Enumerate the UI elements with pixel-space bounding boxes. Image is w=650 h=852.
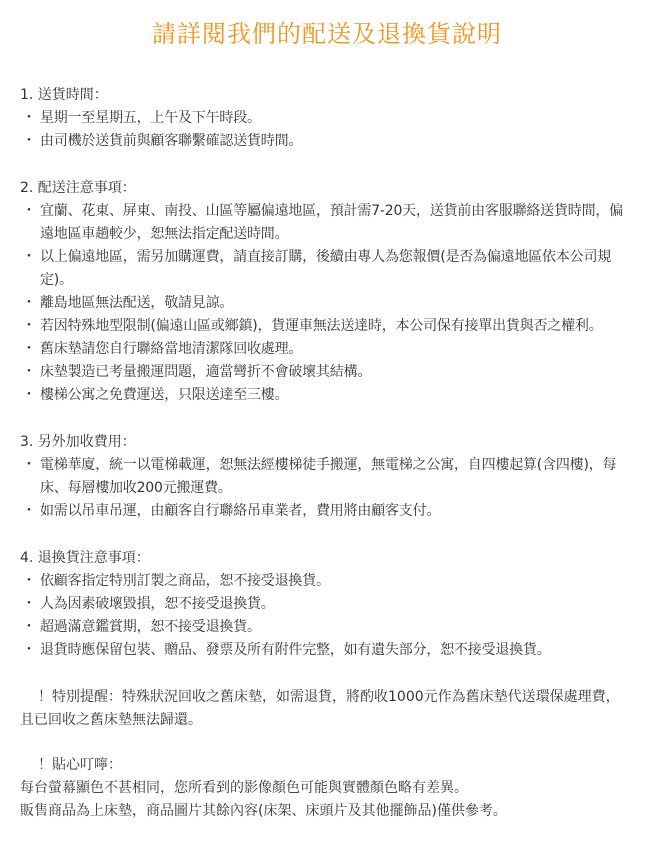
list-item — [20, 292, 634, 315]
exclamation-mark: ！ — [38, 689, 52, 705]
bullet-list — [20, 107, 634, 153]
bullet-dot: ・ — [22, 249, 36, 265]
bullet-dot: ・ — [22, 364, 36, 380]
tips-line: 每台螢幕顯色不甚相同，您所看到的影像顏色可能與實體顏色略有差異。 — [20, 780, 468, 796]
list-item — [20, 200, 634, 246]
list-item-text: 以上偏遠地區，需另加購運費，請直接訂購，後續由專人為您報價(是否為偏遠地區依本公司規定)。 — [40, 249, 612, 288]
tips-heading-line — [20, 754, 634, 777]
list-item — [20, 454, 634, 500]
bullet-dot: ・ — [22, 110, 36, 126]
exclamation-mark: ！ — [38, 757, 52, 773]
bullet-dot: ・ — [22, 573, 36, 589]
list-item-text: 由司機於送貨前與顧客聯繫確認送貨時間。 — [40, 133, 303, 149]
list-item — [20, 639, 634, 662]
section-return-notes — [20, 547, 634, 662]
list-item-text: 離島地區無法配送，敬請見諒。 — [40, 295, 234, 311]
list-item-text: 宜蘭、花東、屏東、南投、山區等屬偏遠地區，預計需7-20天，送貨前由客服聯絡送貨時間，偏遠地區車趟較少，恕無法指定配送時間。 — [40, 203, 623, 242]
list-item-text: 超過滿意鑑賞期，恕不接受退換貨。 — [40, 619, 261, 635]
section-heading: 3. 另外加收費用： — [20, 434, 136, 450]
bullet-dot: ・ — [22, 341, 36, 357]
section-heading: 1. 送貨時間： — [20, 87, 108, 103]
bullet-list — [20, 570, 634, 662]
special-note — [20, 686, 634, 732]
list-item-text: 若因特殊地型限制(偏遠山區或鄉鎮)，貨運車無法送達時，本公司保有接單出貨與否之權利。 — [40, 318, 603, 334]
list-item — [20, 593, 634, 616]
tips-line: 販售商品為上床墊，商品圖片其餘內容(床架、床頭片及其他擺飾品)僅供參考。 — [20, 803, 507, 819]
list-item-text: 人為因素破壞毀損，恕不接受退換貨。 — [40, 596, 275, 612]
bullet-dot: ・ — [22, 503, 36, 519]
list-item — [20, 338, 634, 361]
list-item-text: 舊床墊請您自行聯絡當地清潔隊回收處理。 — [40, 341, 303, 357]
bullet-dot: ・ — [22, 295, 36, 311]
list-item-text: 星期一至星期五，上午及下午時段。 — [40, 110, 261, 126]
bullet-dot: ・ — [22, 596, 36, 612]
list-item — [20, 384, 634, 407]
bullet-dot: ・ — [22, 318, 36, 334]
list-item-text: 退貨時應保留包裝、贈品、發票及所有附件完整，如有遺失部分，恕不接受退換貨。 — [40, 642, 551, 658]
section-delivery-notes — [20, 177, 634, 407]
tips-heading: 貼心叮嚀： — [52, 757, 122, 773]
section-heading: 2. 配送注意事項： — [20, 180, 136, 196]
list-item — [20, 315, 634, 338]
bullet-dot: ・ — [22, 387, 36, 403]
bullet-dot: ・ — [22, 457, 36, 473]
bullet-list — [20, 200, 634, 407]
list-item — [20, 130, 634, 153]
bullet-dot: ・ — [22, 619, 36, 635]
section-heading: 4. 退換貨注意事項： — [20, 550, 150, 566]
list-item-text: 床墊製造已考量搬運問題，適當彎折不會破壞其結構。 — [40, 364, 372, 380]
page-title: 請詳閱我們的配送及退換貨說明 — [152, 20, 502, 48]
list-item-text: 樓梯公寓之免費運送，只限送達至三樓。 — [40, 387, 289, 403]
bullet-dot: ・ — [22, 133, 36, 149]
list-item-text: 電梯華廈，統一以電梯載運，恕無法經樓梯徒手搬運，無電梯之公寓，自四樓起算(含四樓)，每床、每層樓加收200元搬運費。 — [40, 457, 617, 496]
list-item — [20, 107, 634, 130]
bullet-dot: ・ — [22, 642, 36, 658]
bullet-dot: ・ — [22, 203, 36, 219]
special-note-text: 特別提醒：特殊狀況回收之舊床墊，如需退貨，將酌收1000元作為舊床墊代送環保處理費，且已回收之舊床墊無法歸還。 — [20, 689, 620, 728]
list-item-text: 如需以吊車吊運，由顧客自行聯絡吊車業者，費用將由顧客支付。 — [40, 503, 441, 519]
tips-block — [20, 754, 634, 823]
list-item — [20, 500, 634, 523]
list-item — [20, 616, 634, 639]
bullet-list — [20, 454, 634, 523]
list-item — [20, 361, 634, 384]
section-extra-fees — [20, 431, 634, 523]
list-item-text: 依顧客指定特別訂製之商品，恕不接受退換貨。 — [40, 573, 330, 589]
list-item — [20, 246, 634, 292]
list-item — [20, 570, 634, 593]
section-delivery-time — [20, 84, 634, 153]
